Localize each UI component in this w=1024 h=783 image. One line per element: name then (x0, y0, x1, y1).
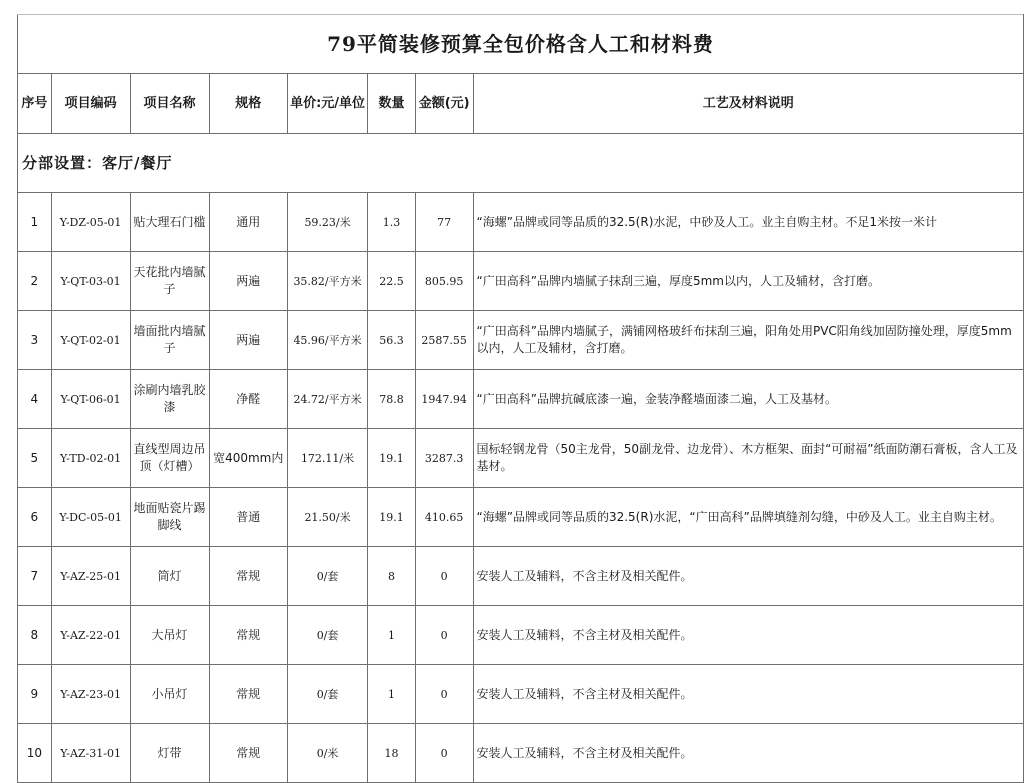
cell-name[interactable]: 天花批内墙腻子 (130, 252, 209, 311)
cell-code[interactable]: Y-DC-05-01 (51, 488, 130, 547)
cell-qty[interactable]: 8 (368, 547, 416, 606)
cell-amount[interactable]: 77 (415, 193, 473, 252)
header-amount[interactable]: 金额(元) (415, 74, 473, 134)
cell-spec[interactable]: 常规 (209, 665, 287, 724)
cell-name[interactable]: 地面贴瓷片踢脚线 (130, 488, 209, 547)
cell-seq[interactable]: 7 (18, 547, 52, 606)
header-seq[interactable]: 序号 (18, 74, 52, 134)
cell-seq[interactable]: 8 (18, 606, 52, 665)
cell-amount[interactable]: 0 (415, 724, 473, 783)
cell-name[interactable]: 大吊灯 (130, 606, 209, 665)
cell-amount[interactable]: 3287.3 (415, 429, 473, 488)
table-row (18, 606, 1024, 665)
table-row (18, 252, 1024, 311)
cell-spec[interactable]: 净醛 (209, 370, 287, 429)
cell-code[interactable]: Y-DZ-05-01 (51, 193, 130, 252)
cell-seq[interactable]: 3 (18, 311, 52, 370)
cell-spec[interactable]: 两遍 (209, 252, 287, 311)
cell-amount[interactable]: 1947.94 (415, 370, 473, 429)
budget-sheet (17, 14, 1024, 783)
cell-name[interactable]: 墙面批内墙腻子 (130, 311, 209, 370)
table-row (18, 193, 1024, 252)
cell-price[interactable]: 0/套 (287, 547, 367, 606)
cell-spec[interactable]: 宽400mm内 (209, 429, 287, 488)
header-desc[interactable]: 工艺及材料说明 (473, 74, 1023, 134)
header-row (18, 74, 1024, 134)
cell-desc[interactable]: 安装人工及辅料，不含主材及相关配件。 (473, 724, 1023, 783)
section-title[interactable]: 分部设置：客厅/餐厅 (18, 134, 1024, 193)
cell-seq[interactable]: 10 (18, 724, 52, 783)
cell-desc[interactable]: “广田高科”品牌内墙腻子，满铺网格玻纤布抹刮三遍，阳角处用PVC阳角线加固防撞处理，厚度5mm以内，人工及辅材，含打磨。 (473, 311, 1023, 370)
cell-qty[interactable]: 19.1 (368, 488, 416, 547)
cell-price[interactable]: 59.23/米 (287, 193, 367, 252)
header-name[interactable]: 项目名称 (130, 74, 209, 134)
cell-price[interactable]: 45.96/平方米 (287, 311, 367, 370)
title-row (18, 15, 1024, 74)
cell-code[interactable]: Y-QT-02-01 (51, 311, 130, 370)
table-row (18, 724, 1024, 783)
cell-amount[interactable]: 0 (415, 665, 473, 724)
table-row (18, 665, 1024, 724)
cell-name[interactable]: 筒灯 (130, 547, 209, 606)
cell-desc[interactable]: “广田高科”品牌内墙腻子抹刮三遍，厚度5mm以内，人工及辅材，含打磨。 (473, 252, 1023, 311)
header-code[interactable]: 项目编码 (51, 74, 130, 134)
cell-desc[interactable]: 安装人工及辅料，不含主材及相关配件。 (473, 665, 1023, 724)
cell-amount[interactable]: 410.65 (415, 488, 473, 547)
sheet-title[interactable]: 79平简装修预算全包价格含人工和材料费 (18, 15, 1024, 74)
table-row (18, 488, 1024, 547)
cell-price[interactable]: 172.11/米 (287, 429, 367, 488)
table-row (18, 547, 1024, 606)
cell-price[interactable]: 35.82/平方米 (287, 252, 367, 311)
cell-code[interactable]: Y-AZ-31-01 (51, 724, 130, 783)
table-row (18, 370, 1024, 429)
cell-name[interactable]: 涂刷内墙乳胶漆 (130, 370, 209, 429)
cell-price[interactable]: 0/套 (287, 606, 367, 665)
cell-code[interactable]: Y-TD-02-01 (51, 429, 130, 488)
cell-qty[interactable]: 56.3 (368, 311, 416, 370)
cell-amount[interactable]: 0 (415, 547, 473, 606)
cell-spec[interactable]: 常规 (209, 724, 287, 783)
cell-spec[interactable]: 通用 (209, 193, 287, 252)
cell-spec[interactable]: 常规 (209, 606, 287, 665)
cell-desc[interactable]: “广田高科”品牌抗碱底漆一遍，金装净醛墙面漆二遍，人工及基材。 (473, 370, 1023, 429)
cell-spec[interactable]: 两遍 (209, 311, 287, 370)
cell-seq[interactable]: 4 (18, 370, 52, 429)
cell-seq[interactable]: 6 (18, 488, 52, 547)
cell-desc[interactable]: 安装人工及辅料，不含主材及相关配件。 (473, 606, 1023, 665)
cell-name[interactable]: 灯带 (130, 724, 209, 783)
header-unit-price[interactable]: 单价:元/单位 (287, 74, 367, 134)
cell-desc[interactable]: 国标轻钢龙骨（50主龙骨，50副龙骨、边龙骨）、木方框架、面封“可耐福”纸面防潮石膏板，含人工及基材。 (473, 429, 1023, 488)
cell-qty[interactable]: 18 (368, 724, 416, 783)
cell-price[interactable]: 0/米 (287, 724, 367, 783)
cell-desc[interactable]: “海螺”品牌或同等品质的32.5(R)水泥，“广田高科”品牌填缝剂勾缝，中砂及人工。业主自购主材。 (473, 488, 1023, 547)
cell-qty[interactable]: 1 (368, 606, 416, 665)
cell-name[interactable]: 小吊灯 (130, 665, 209, 724)
cell-price[interactable]: 24.72/平方米 (287, 370, 367, 429)
section-row (18, 134, 1024, 193)
cell-desc[interactable]: 安装人工及辅料，不含主材及相关配件。 (473, 547, 1023, 606)
cell-seq[interactable]: 2 (18, 252, 52, 311)
cell-code[interactable]: Y-QT-03-01 (51, 252, 130, 311)
cell-code[interactable]: Y-AZ-25-01 (51, 547, 130, 606)
cell-code[interactable]: Y-AZ-22-01 (51, 606, 130, 665)
header-spec[interactable]: 规格 (209, 74, 287, 134)
cell-seq[interactable]: 1 (18, 193, 52, 252)
cell-code[interactable]: Y-QT-06-01 (51, 370, 130, 429)
cell-price[interactable]: 0/套 (287, 665, 367, 724)
cell-name[interactable]: 直线型周边吊顶（灯槽） (130, 429, 209, 488)
cell-seq[interactable]: 9 (18, 665, 52, 724)
cell-qty[interactable]: 1.3 (368, 193, 416, 252)
cell-price[interactable]: 21.50/米 (287, 488, 367, 547)
cell-spec[interactable]: 普通 (209, 488, 287, 547)
cell-amount[interactable]: 2587.55 (415, 311, 473, 370)
cell-name[interactable]: 贴大理石门槛 (130, 193, 209, 252)
cell-desc[interactable]: “海螺”品牌或同等品质的32.5(R)水泥，中砂及人工。业主自购主材。不足1米按一米计 (473, 193, 1023, 252)
cell-code[interactable]: Y-AZ-23-01 (51, 665, 130, 724)
cell-seq[interactable]: 5 (18, 429, 52, 488)
table-row (18, 311, 1024, 370)
cell-amount[interactable]: 0 (415, 606, 473, 665)
table-row (18, 429, 1024, 488)
cell-qty[interactable]: 22.5 (368, 252, 416, 311)
cell-qty[interactable]: 1 (368, 665, 416, 724)
cell-qty[interactable]: 78.8 (368, 370, 416, 429)
cell-amount[interactable]: 805.95 (415, 252, 473, 311)
budget-table (17, 14, 1024, 783)
cell-spec[interactable]: 常规 (209, 547, 287, 606)
cell-qty[interactable]: 19.1 (368, 429, 416, 488)
header-qty[interactable]: 数量 (368, 74, 416, 134)
